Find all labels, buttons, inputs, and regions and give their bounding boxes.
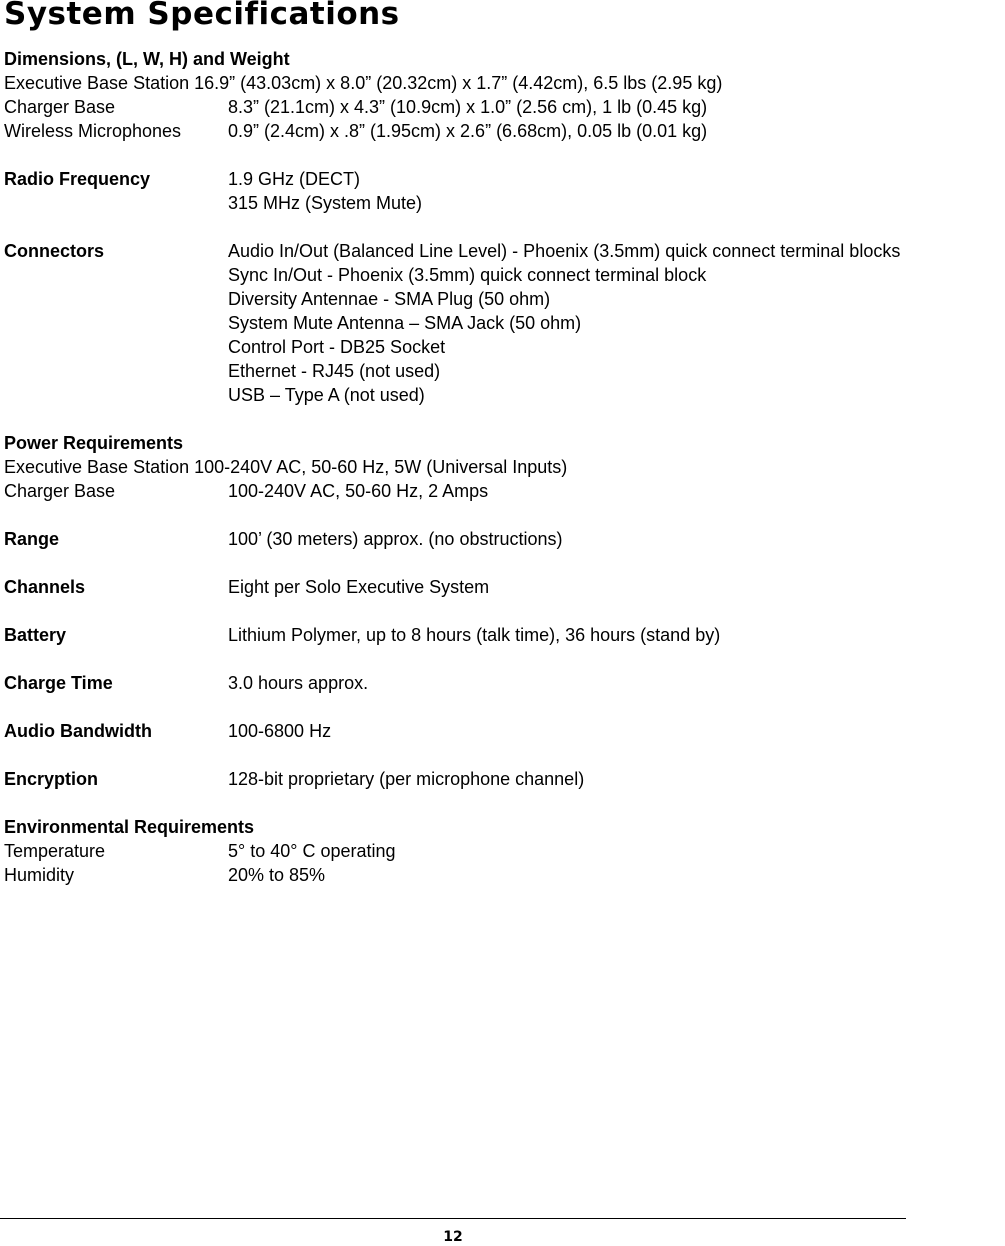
- dimension-label: Charger Base: [4, 97, 116, 117]
- power-label: Executive Base Station: [4, 457, 190, 477]
- battery-row: [4, 623, 1005, 647]
- radio-frequency-value: 1.9 GHz (DECT): [228, 169, 361, 189]
- environmental-label: Humidity: [4, 865, 75, 885]
- connectors-row-4: [4, 311, 1005, 335]
- dimension-row-charger-base: [4, 95, 1005, 119]
- connectors-row-6: [4, 359, 1005, 383]
- environmental-value: 5° to 40° C operating: [228, 841, 396, 861]
- radio-frequency-row: [4, 167, 1005, 191]
- encryption-heading: Encryption: [4, 769, 99, 789]
- connectors-row: [4, 239, 1005, 263]
- range-row: [4, 527, 1005, 551]
- audio-bandwidth-value: 100-6800 Hz: [228, 721, 332, 741]
- dimension-row-executive-base-station: [4, 71, 1005, 95]
- battery-heading: Battery: [4, 625, 67, 645]
- connector-value: USB – Type A (not used): [228, 385, 425, 405]
- dimension-value: 16.9” (43.03cm) x 8.0” (20.32cm) x 1.7” (4.42cm), 6.5 lbs (2.95 kg): [194, 73, 723, 93]
- range-heading: Range: [4, 529, 60, 549]
- environmental-label: Temperature: [4, 841, 106, 861]
- connectors-row-3: [4, 287, 1005, 311]
- environmental-requirements-heading: Environmental Requirements: [4, 817, 255, 837]
- connectors-row-7: [4, 383, 1005, 407]
- footer-divider: [0, 1218, 906, 1219]
- page-number: 12: [443, 1229, 463, 1245]
- dimension-value: 0.9” (2.4cm) x .8” (1.95cm) x 2.6” (6.68cm), 0.05 lb (0.01 kg): [228, 121, 708, 141]
- charge-time-value: 3.0 hours approx.: [228, 673, 369, 693]
- audio-bandwidth-row: [4, 719, 1005, 743]
- radio-frequency-value: 315 MHz (System Mute): [228, 193, 423, 213]
- environmental-row-humidity: [4, 863, 1005, 887]
- power-value: 100-240V AC, 50-60 Hz, 5W (Universal Inputs): [194, 457, 568, 477]
- dimension-value: 8.3” (21.1cm) x 4.3” (10.9cm) x 1.0” (2.56 cm), 1 lb (0.45 kg): [228, 97, 708, 117]
- channels-value: Eight per Solo Executive System: [228, 577, 490, 597]
- charge-time-row: [4, 671, 1005, 695]
- dimension-row-wireless-microphones: [4, 119, 1005, 143]
- audio-bandwidth-heading: Audio Bandwidth: [4, 721, 152, 741]
- radio-frequency-heading: Radio Frequency: [4, 169, 151, 189]
- connector-value: Sync In/Out - Phoenix (3.5mm) quick connect terminal block: [228, 265, 707, 285]
- encryption-row: [4, 767, 1005, 791]
- connector-value: Control Port - DB25 Socket: [228, 337, 446, 357]
- connector-value: System Mute Antenna – SMA Jack (50 ohm): [228, 313, 582, 333]
- connector-value: Ethernet - RJ45 (not used): [228, 361, 441, 381]
- environmental-row-temperature: [4, 839, 1005, 863]
- channels-row: [4, 575, 1005, 599]
- power-requirements-heading: Power Requirements: [4, 433, 184, 453]
- dimensions-heading: Dimensions, (L, W, H) and Weight: [4, 49, 290, 69]
- dimension-label: Wireless Microphones: [4, 121, 182, 141]
- connector-value: Audio In/Out (Balanced Line Level) - Phoenix (3.5mm) quick connect terminal blocks: [228, 241, 901, 261]
- specifications-list: [4, 47, 1005, 887]
- connectors-row-2: [4, 263, 1005, 287]
- connector-value: Diversity Antennae - SMA Plug (50 ohm): [228, 289, 551, 309]
- power-value: 100-240V AC, 50-60 Hz, 2 Amps: [228, 481, 489, 501]
- connectors-heading: Connectors: [4, 241, 105, 261]
- power-row-executive-base-station: [4, 455, 1005, 479]
- power-row-charger-base: [4, 479, 1005, 503]
- battery-value: Lithium Polymer, up to 8 hours (talk time), 36 hours (stand by): [228, 625, 721, 645]
- page-title: System Specifications: [4, 0, 400, 32]
- radio-frequency-row-2: [4, 191, 1005, 215]
- power-label: Charger Base: [4, 481, 116, 501]
- range-value: 100’ (30 meters) approx. (no obstructions): [228, 529, 563, 549]
- connectors-row-5: [4, 335, 1005, 359]
- channels-heading: Channels: [4, 577, 86, 597]
- charge-time-heading: Charge Time: [4, 673, 113, 693]
- environmental-value: 20% to 85%: [228, 865, 326, 885]
- encryption-value: 128-bit proprietary (per microphone channel): [228, 769, 585, 789]
- dimension-label: Executive Base Station: [4, 73, 190, 93]
